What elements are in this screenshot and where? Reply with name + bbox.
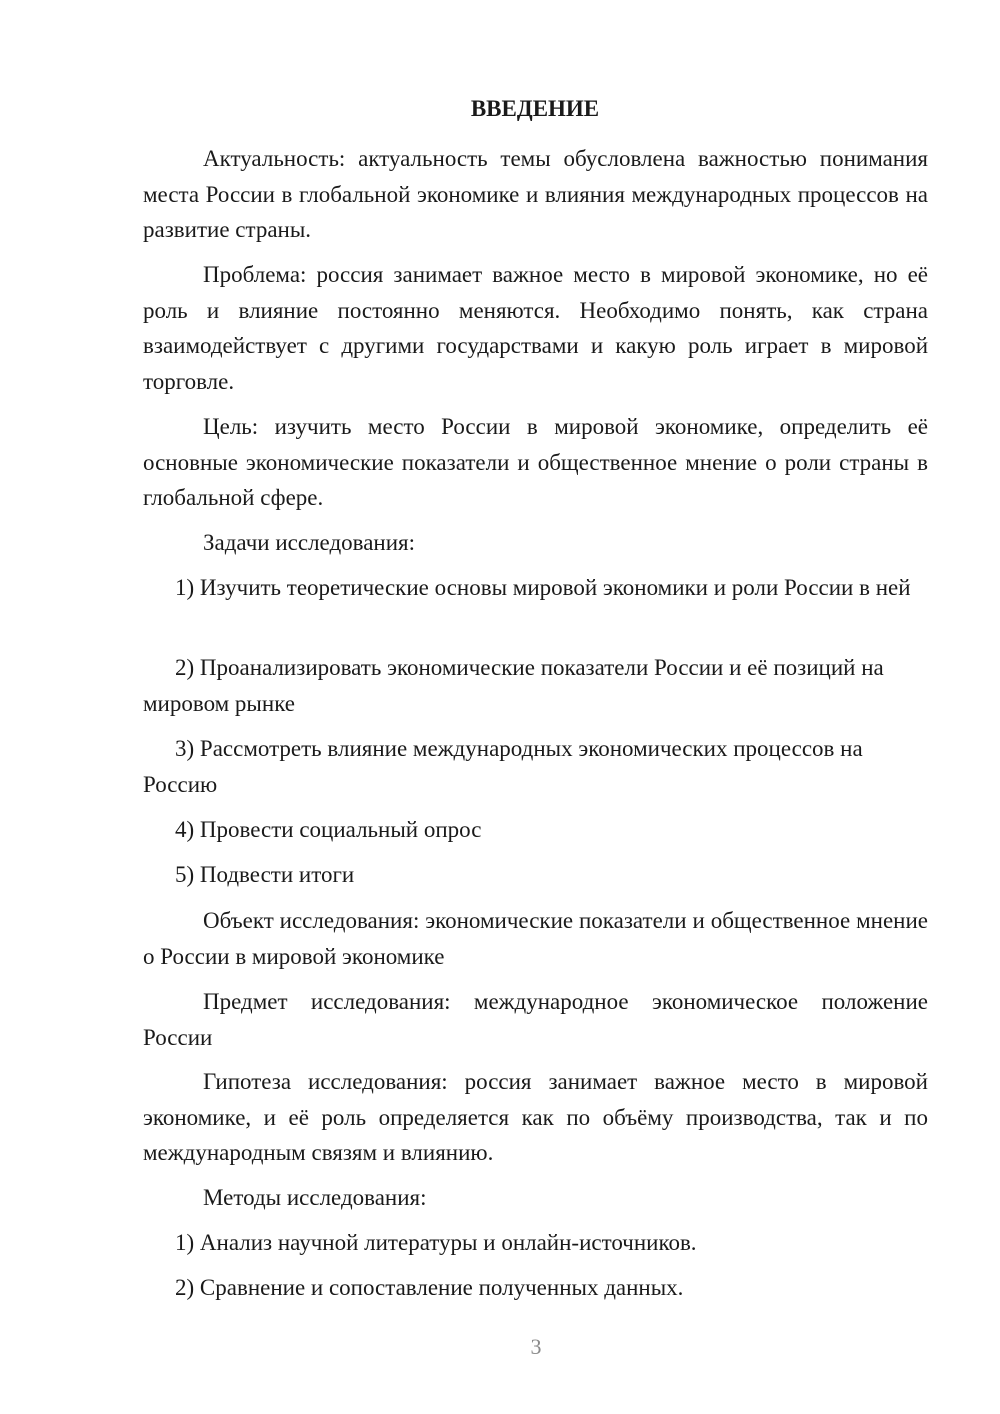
task-item-2: 2) Проанализировать экономические показатели России и её позиций на мировом рынке — [143, 655, 884, 716]
method-item-1: 1) Анализ научной литературы и онлайн-источников. — [175, 1230, 697, 1255]
paragraph-hypothesis: Гипотеза исследования: россия занимает важное место в мировой экономике, и её роль определяется как по объёму производства, так и по международным связям и влиянию. — [143, 1069, 928, 1165]
method-item-2: 2) Сравнение и сопоставление полученных данных. — [175, 1275, 684, 1300]
paragraph-relevance: Актуальность: актуальность темы обусловлена важностью понимания места России в глобальной экономике и влияния международных процессов на развитие страны. — [143, 146, 928, 242]
paragraph-subject: Предмет исследования: международное экономическое положение России — [143, 989, 928, 1050]
paragraph-problem: Проблема: россия занимает важное место в мировой экономике, но её роль и влияние постоянно меняются. Необходимо понять, как страна взаимодействует с другими государствами и какую роль играет в мировой торговле. — [143, 262, 928, 394]
task-item-5: 5) Подвести итоги — [175, 862, 355, 887]
task-item-4: 4) Провести социальный опрос — [175, 817, 482, 842]
task-item-3: 3) Рассмотреть влияние международных экономических процессов на Россию — [143, 736, 863, 797]
document-title: ВВЕДЕНИЕ — [470, 96, 600, 121]
task-item-1: 1) Изучить теоретические основы мировой экономики и роли России в ней — [175, 575, 911, 600]
tasks-heading: Задачи исследования: — [203, 530, 416, 555]
methods-heading: Методы исследования: — [203, 1185, 427, 1210]
paragraph-object: Объект исследования: экономические показатели и общественное мнение о России в мировой экономике — [143, 908, 928, 969]
page-number: 3 — [530, 1334, 542, 1359]
paragraph-goal: Цель: изучить место России в мировой экономике, определить её основные экономические показатели и общественное мнение о роли страны в глобальной сфере. — [143, 414, 928, 510]
